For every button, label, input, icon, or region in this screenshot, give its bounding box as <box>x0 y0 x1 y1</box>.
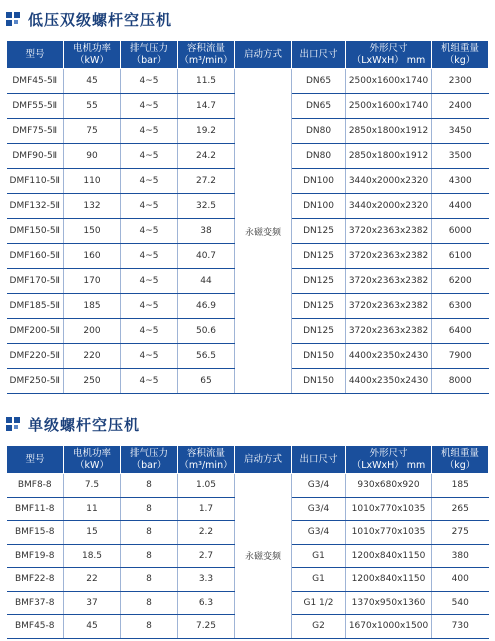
weight-cell: 3450 <box>432 119 489 144</box>
outlet-cell: DN80 <box>292 144 346 169</box>
column-header-label: 型号 <box>25 453 45 465</box>
column-header <box>235 446 292 474</box>
column-header-unit: （bar） <box>131 459 167 471</box>
dimensions-cell: 3720x2363x2382 <box>346 219 432 244</box>
weight-cell: 380 <box>432 544 489 568</box>
model-cell: BMF15-8 <box>7 521 64 545</box>
column-header-unit: （m³/min） <box>179 459 233 471</box>
column-header-label: 出口尺寸 <box>299 48 338 60</box>
outlet-cell: DN150 <box>292 369 346 394</box>
column-header <box>7 446 64 474</box>
outlet-cell: G1 1/2 <box>292 591 346 615</box>
flow-cell: 19.2 <box>178 119 235 144</box>
dimensions-cell: 4400x2350x2430 <box>346 369 432 394</box>
weight-cell: 2400 <box>432 94 489 119</box>
flow-cell: 11.5 <box>178 69 235 94</box>
column-header-unit: （bar） <box>131 54 167 66</box>
column-header-label: 机组重量 <box>440 42 479 54</box>
flow-cell: 44 <box>178 269 235 294</box>
column-header-unit: （m³/min） <box>179 54 233 66</box>
flow-cell: 2.7 <box>178 544 235 568</box>
model-cell: DMF75-5Ⅱ <box>7 119 64 144</box>
power-cell: 200 <box>64 319 121 344</box>
model-cell: DMF110-5Ⅱ <box>7 169 64 194</box>
model-cell: DMF132-5Ⅱ <box>7 194 64 219</box>
power-cell: 132 <box>64 194 121 219</box>
power-cell: 37 <box>64 591 121 615</box>
column-header <box>432 446 489 474</box>
power-cell: 15 <box>64 521 121 545</box>
power-cell: 110 <box>64 169 121 194</box>
outlet-cell: G3/4 <box>292 474 346 498</box>
pressure-cell: 8 <box>121 544 178 568</box>
flow-cell: 3.3 <box>178 568 235 592</box>
pressure-cell: 4~5 <box>121 319 178 344</box>
outlet-cell: G1 <box>292 544 346 568</box>
dimensions-cell: 1010x770x1035 <box>346 521 432 545</box>
model-cell: DMF150-5Ⅱ <box>7 219 64 244</box>
pressure-cell: 4~5 <box>121 294 178 319</box>
start-method-cell: 永磁变频 <box>235 474 292 639</box>
flow-cell: 27.2 <box>178 169 235 194</box>
column-header <box>7 41 64 69</box>
flow-cell: 1.05 <box>178 474 235 498</box>
model-cell: BMF45-8 <box>7 615 64 639</box>
outlet-cell: DN80 <box>292 119 346 144</box>
outlet-cell: DN125 <box>292 269 346 294</box>
power-cell: 55 <box>64 94 121 119</box>
weight-cell: 6200 <box>432 269 489 294</box>
weight-cell: 4400 <box>432 194 489 219</box>
flow-cell: 50.6 <box>178 319 235 344</box>
weight-cell: 2300 <box>432 69 489 94</box>
power-cell: 150 <box>64 219 121 244</box>
pressure-cell: 4~5 <box>121 344 178 369</box>
section1-heading <box>6 8 172 30</box>
column-header <box>235 41 292 69</box>
flow-cell: 7.25 <box>178 615 235 639</box>
pressure-cell: 8 <box>121 591 178 615</box>
outlet-cell: DN125 <box>292 294 346 319</box>
pressure-cell: 4~5 <box>121 194 178 219</box>
dimensions-cell: 1200x840x1150 <box>346 544 432 568</box>
power-cell: 7.5 <box>64 474 121 498</box>
blocks-icon <box>6 417 20 431</box>
outlet-cell: G3/4 <box>292 497 346 521</box>
weight-cell: 4300 <box>432 169 489 194</box>
power-cell: 22 <box>64 568 121 592</box>
dimensions-cell: 2850x1800x1912 <box>346 144 432 169</box>
outlet-cell: DN125 <box>292 244 346 269</box>
model-cell: DMF160-5Ⅱ <box>7 244 64 269</box>
pressure-cell: 8 <box>121 568 178 592</box>
column-header-label: 机组重量 <box>440 447 479 459</box>
column-header-label: 容积流量 <box>186 42 225 54</box>
weight-cell: 730 <box>432 615 489 639</box>
column-header <box>292 446 346 474</box>
column-header-label: 型号 <box>25 48 45 60</box>
dimensions-cell: 2850x1800x1912 <box>346 119 432 144</box>
dimensions-cell: 3720x2363x2382 <box>346 244 432 269</box>
section2-heading <box>6 413 140 435</box>
pressure-cell: 4~5 <box>121 219 178 244</box>
flow-cell: 40.7 <box>178 244 235 269</box>
dimensions-cell: 3720x2363x2382 <box>346 319 432 344</box>
column-header-label: 排气压力 <box>129 447 168 459</box>
start-method-cell: 永磁变频 <box>235 69 292 394</box>
power-cell: 90 <box>64 144 121 169</box>
power-cell: 160 <box>64 244 121 269</box>
model-cell: DMF90-5Ⅱ <box>7 144 64 169</box>
weight-cell: 7900 <box>432 344 489 369</box>
section2-title: 单级螺杆空压机 <box>28 415 141 434</box>
column-header <box>64 41 121 69</box>
power-cell: 185 <box>64 294 121 319</box>
dimensions-cell: 3440x2000x2320 <box>346 169 432 194</box>
column-header <box>292 41 346 69</box>
outlet-cell: DN125 <box>292 219 346 244</box>
column-header-label: 外形尺寸 <box>369 42 408 54</box>
column-header <box>178 446 235 474</box>
outlet-cell: DN65 <box>292 94 346 119</box>
power-cell: 18.5 <box>64 544 121 568</box>
column-header-label: 出口尺寸 <box>299 453 338 465</box>
flow-cell: 38 <box>178 219 235 244</box>
power-cell: 11 <box>64 497 121 521</box>
column-header-label: 电机功率 <box>72 42 111 54</box>
column-header <box>346 41 432 69</box>
model-cell: DMF170-5Ⅱ <box>7 269 64 294</box>
spec-table-single-stage <box>6 445 489 639</box>
table-row <box>7 474 489 498</box>
column-header-label: 外形尺寸 <box>369 447 408 459</box>
pressure-cell: 4~5 <box>121 269 178 294</box>
model-cell: DMF250-5Ⅱ <box>7 369 64 394</box>
column-header-unit: （LxWxH） mm <box>351 54 426 66</box>
column-header-label: 容积流量 <box>186 447 225 459</box>
column-header-unit: （LxWxH） mm <box>351 459 426 471</box>
column-header <box>432 41 489 69</box>
column-header-unit: （kW） <box>75 459 109 471</box>
flow-cell: 2.2 <box>178 521 235 545</box>
model-cell: BMF37-8 <box>7 591 64 615</box>
flow-cell: 56.5 <box>178 344 235 369</box>
weight-cell: 540 <box>432 591 489 615</box>
column-header <box>121 446 178 474</box>
weight-cell: 275 <box>432 521 489 545</box>
outlet-cell: DN100 <box>292 194 346 219</box>
flow-cell: 46.9 <box>178 294 235 319</box>
power-cell: 250 <box>64 369 121 394</box>
weight-cell: 3500 <box>432 144 489 169</box>
pressure-cell: 8 <box>121 474 178 498</box>
model-cell: DMF45-5Ⅱ <box>7 69 64 94</box>
weight-cell: 6400 <box>432 319 489 344</box>
blocks-icon <box>6 12 20 26</box>
pressure-cell: 4~5 <box>121 69 178 94</box>
weight-cell: 185 <box>432 474 489 498</box>
table-row <box>7 69 489 94</box>
pressure-cell: 8 <box>121 615 178 639</box>
column-header-label: 电机功率 <box>72 447 111 459</box>
column-header-unit: （kg） <box>444 54 476 66</box>
outlet-cell: DN100 <box>292 169 346 194</box>
weight-cell: 265 <box>432 497 489 521</box>
dimensions-cell: 4400x2350x2430 <box>346 344 432 369</box>
flow-cell: 65 <box>178 369 235 394</box>
column-header <box>121 41 178 69</box>
column-header-label: 排气压力 <box>129 42 168 54</box>
pressure-cell: 4~5 <box>121 94 178 119</box>
dimensions-cell: 3720x2363x2382 <box>346 269 432 294</box>
pressure-cell: 4~5 <box>121 119 178 144</box>
column-header <box>346 446 432 474</box>
outlet-cell: DN125 <box>292 319 346 344</box>
dimensions-cell: 3720x2363x2382 <box>346 294 432 319</box>
flow-cell: 1.7 <box>178 497 235 521</box>
column-header-unit: （kW） <box>75 54 109 66</box>
dimensions-cell: 1670x1000x1500 <box>346 615 432 639</box>
pressure-cell: 8 <box>121 497 178 521</box>
model-cell: BMF22-8 <box>7 568 64 592</box>
power-cell: 75 <box>64 119 121 144</box>
power-cell: 220 <box>64 344 121 369</box>
flow-cell: 6.3 <box>178 591 235 615</box>
outlet-cell: G3/4 <box>292 521 346 545</box>
pressure-cell: 8 <box>121 521 178 545</box>
power-cell: 170 <box>64 269 121 294</box>
spec-table-two-stage <box>6 40 489 394</box>
model-cell: BMF19-8 <box>7 544 64 568</box>
weight-cell: 400 <box>432 568 489 592</box>
flow-cell: 14.7 <box>178 94 235 119</box>
pressure-cell: 4~5 <box>121 369 178 394</box>
power-cell: 45 <box>64 69 121 94</box>
outlet-cell: DN150 <box>292 344 346 369</box>
dimensions-cell: 2500x1600x1740 <box>346 69 432 94</box>
model-cell: DMF220-5Ⅱ <box>7 344 64 369</box>
dimensions-cell: 3440x2000x2320 <box>346 194 432 219</box>
dimensions-cell: 1010x770x1035 <box>346 497 432 521</box>
dimensions-cell: 1370x950x1360 <box>346 591 432 615</box>
section1-title: 低压双级螺杆空压机 <box>28 10 173 29</box>
dimensions-cell: 2500x1600x1740 <box>346 94 432 119</box>
flow-cell: 32.5 <box>178 194 235 219</box>
weight-cell: 6000 <box>432 219 489 244</box>
pressure-cell: 4~5 <box>121 144 178 169</box>
outlet-cell: G2 <box>292 615 346 639</box>
model-cell: BMF8-8 <box>7 474 64 498</box>
column-header-label: 启动方式 <box>243 453 282 465</box>
dimensions-cell: 1200x840x1150 <box>346 568 432 592</box>
pressure-cell: 4~5 <box>121 169 178 194</box>
column-header <box>178 41 235 69</box>
column-header <box>64 446 121 474</box>
dimensions-cell: 930x680x920 <box>346 474 432 498</box>
outlet-cell: G1 <box>292 568 346 592</box>
weight-cell: 8000 <box>432 369 489 394</box>
column-header-label: 启动方式 <box>243 48 282 60</box>
pressure-cell: 4~5 <box>121 244 178 269</box>
flow-cell: 24.2 <box>178 144 235 169</box>
weight-cell: 6300 <box>432 294 489 319</box>
model-cell: DMF200-5Ⅱ <box>7 319 64 344</box>
model-cell: DMF185-5Ⅱ <box>7 294 64 319</box>
power-cell: 45 <box>64 615 121 639</box>
model-cell: DMF55-5Ⅱ <box>7 94 64 119</box>
weight-cell: 6100 <box>432 244 489 269</box>
column-header-unit: （kg） <box>444 459 476 471</box>
model-cell: BMF11-8 <box>7 497 64 521</box>
outlet-cell: DN65 <box>292 69 346 94</box>
